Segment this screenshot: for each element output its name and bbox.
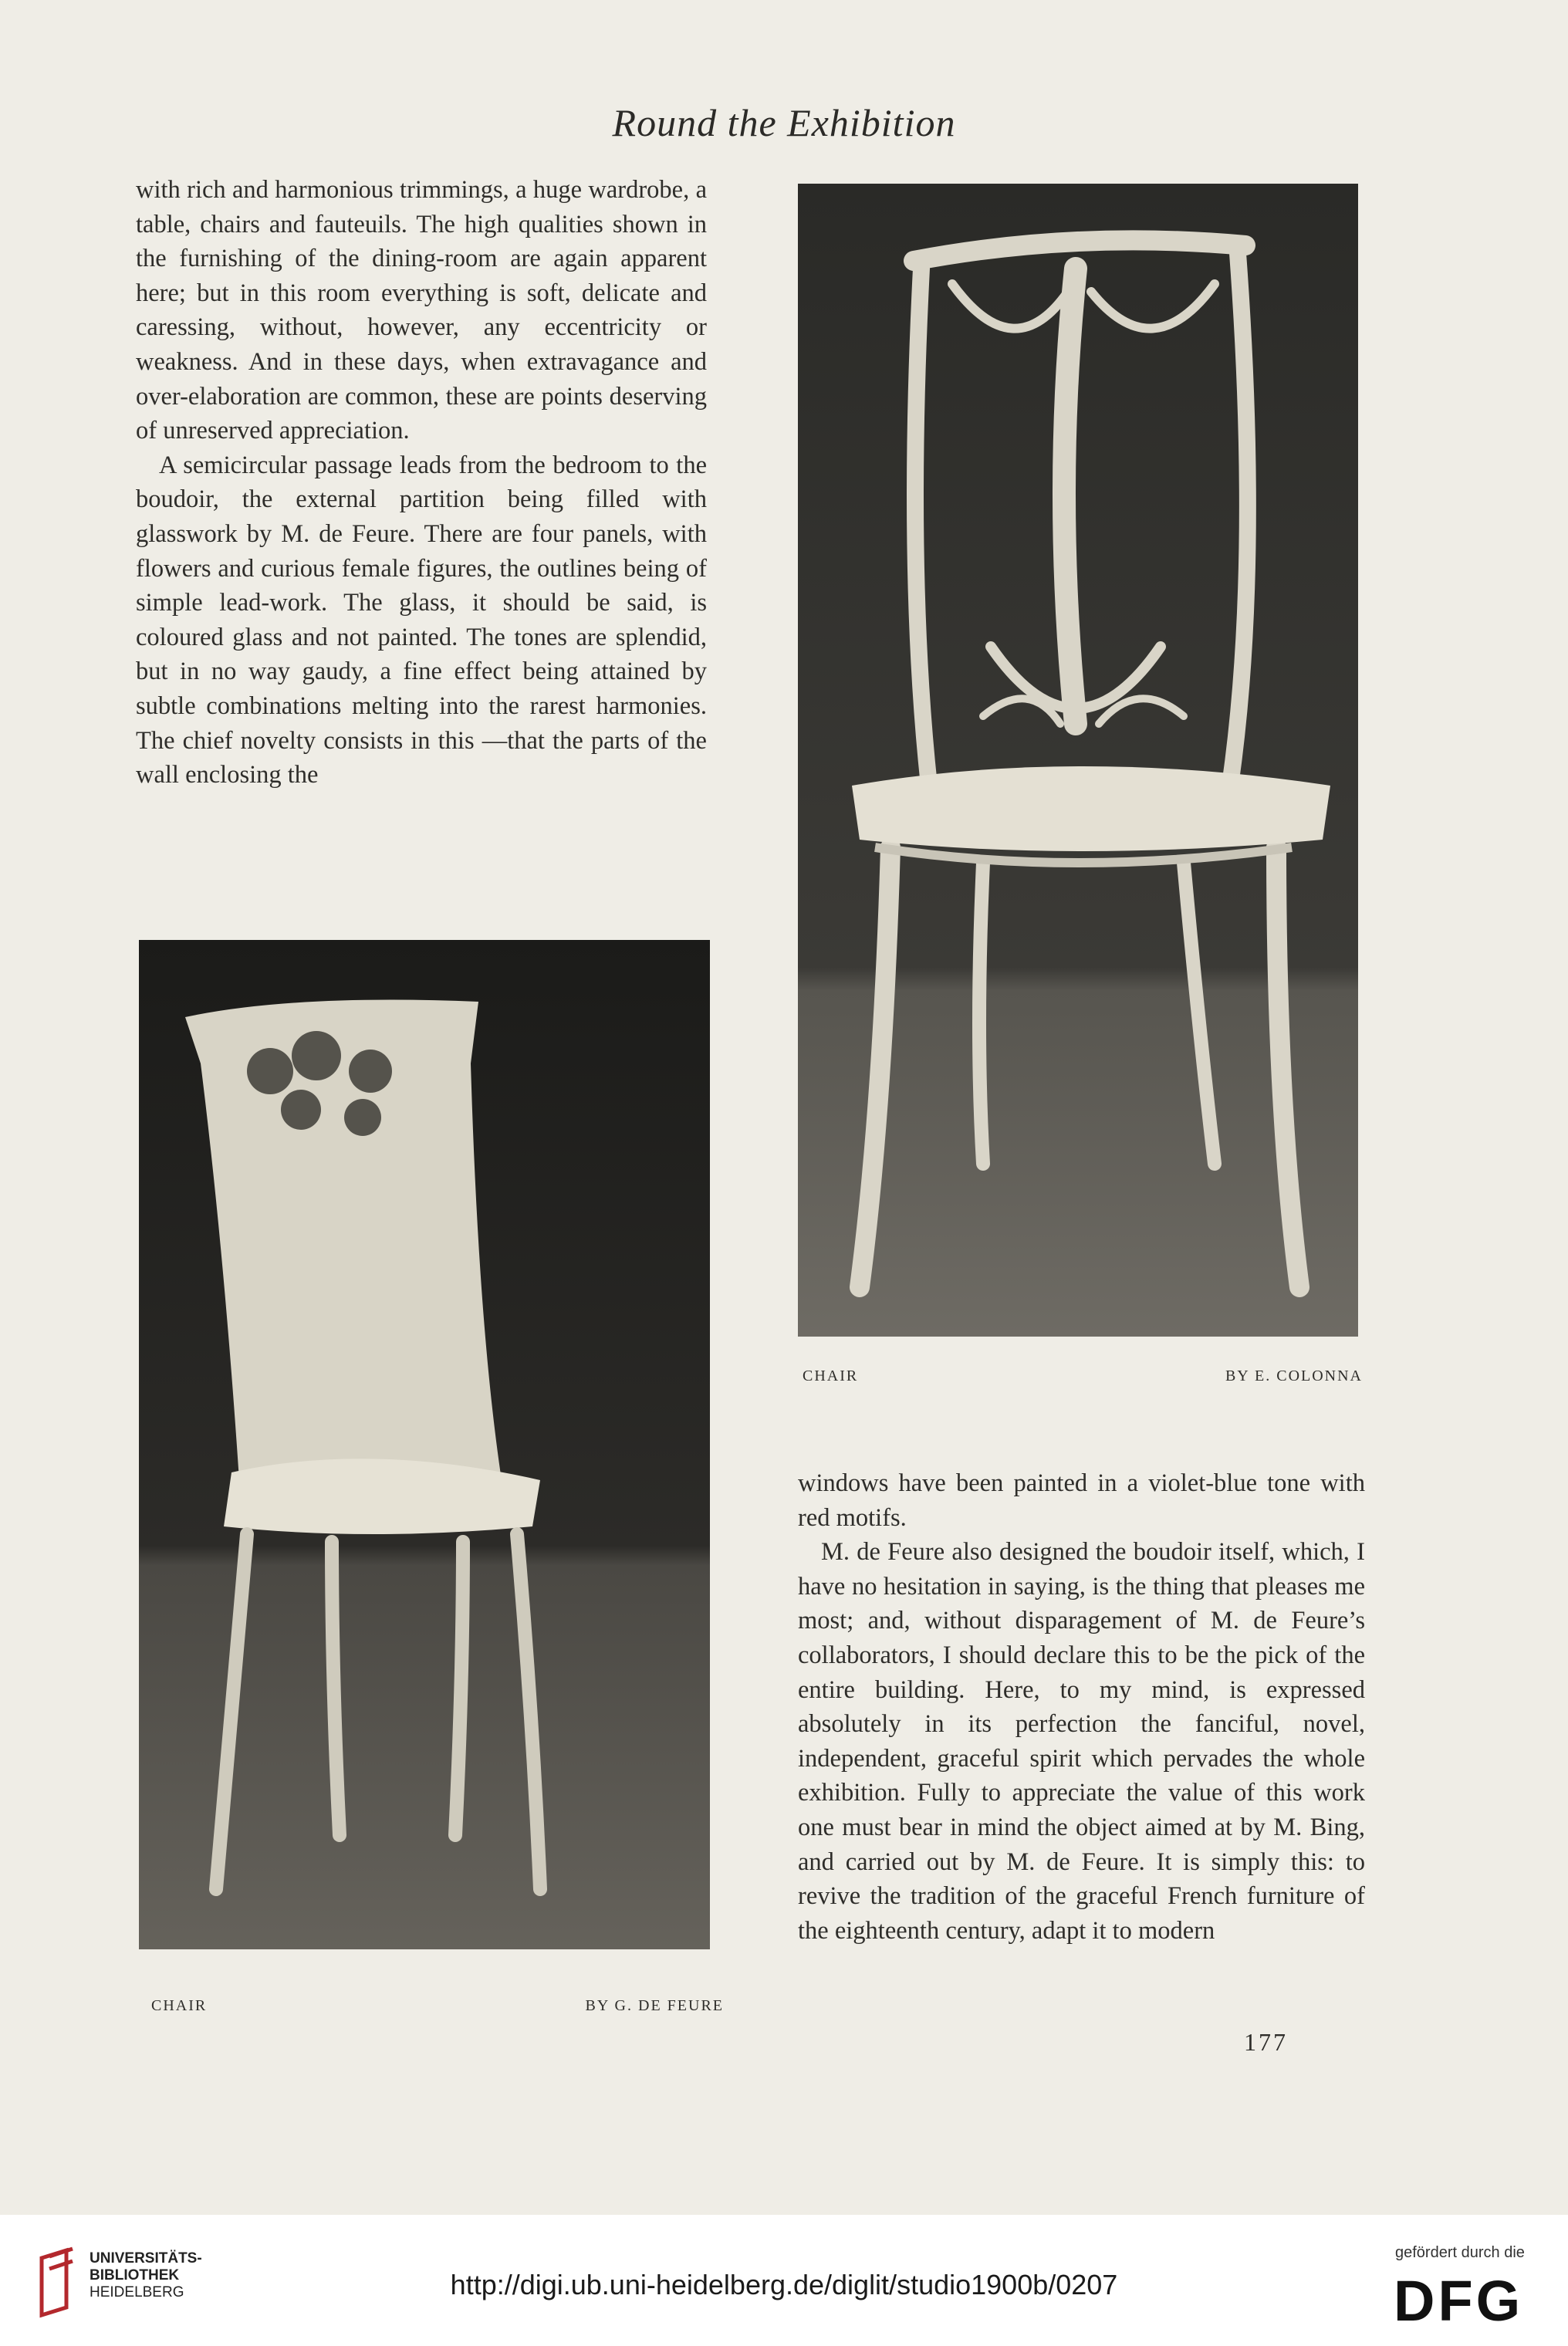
chair-illustration (139, 940, 710, 1949)
feure-chair-photo (139, 940, 710, 1949)
paragraph: M. de Feure also designed the boudoir itself, which, I have no hesitation in saying, is the thing that pleases me most; and, without disparagement of M. de Feure’s collaborators, I should declare this to be the pick of the entire building. Here, to my mind, is expressed absolutely in its perfection the fanciful, novel, independent, graceful spirit which pervades the whole exhibition. Fully to appreciate the value of this work one must bear in mind the object aimed at by M. Bing, and carried out by M. de Feure. It is simply this: to revive the tradition of the graceful French furniture of the eighteenth century, adapt it to modern (798, 1538, 1365, 1945)
library-name-line: HEIDELBERG (90, 2284, 184, 2300)
permalink-url[interactable]: http://digi.ub.uni-heidelberg.de/diglit/studio1900b/0207 (450, 2269, 1118, 2300)
colonna-caption-credit: BY E. COLONNA (1225, 1367, 1363, 1384)
library-name-line: BIBLIOTHEK (90, 2267, 180, 2283)
colonna-chair-photo (798, 184, 1358, 1337)
digitization-footer (0, 2215, 1568, 2346)
running-head: Round the Exhibition (612, 101, 956, 144)
colonna-caption-title: CHAIR (803, 1367, 859, 1384)
right-text-column (798, 1466, 1365, 1948)
paragraph: A semicircular passage leads from the bedroom to the boudoir, the external partition being filled with glasswork by M. de Feure. There are four panels, with flowers and curious female figures, the outlines being of simple lead-work. The glass, it should be said, is coloured glass and not painted. The tones are splendid, but in no way gaudy, a fine effect being attained by subtle combinations melting into the rarest harmonies. The chief novelty consists in this —that the parts of the wall enclosing the (136, 451, 707, 789)
dfg-logo: DFG (1394, 2269, 1524, 2333)
paragraph: windows have been painted in a violet-blue tone with red motifs. (798, 1469, 1365, 1532)
paragraph: with rich and harmonious trimmings, a huge wardrobe, a table, chairs and fauteuils. The high qualities shown in the furnishing of the dining-room are again apparent here; but in this room everything is soft, delicate and caressing, without, however, any eccentricity or weakness. And in these days, when extravagance and over-elaboration are common, these are points deserving of unreserved appreciation. (136, 176, 707, 445)
page-number: 177 (1244, 2028, 1288, 2056)
feure-caption-credit: BY G. DE FEURE (585, 1997, 724, 2014)
chair-illustration (798, 184, 1358, 1337)
left-text-column (136, 173, 707, 793)
feure-caption-title: CHAIR (151, 1997, 208, 2014)
library-name-line: UNIVERSITÄTS- (90, 2250, 202, 2267)
funding-note: gefördert durch die (1395, 2244, 1525, 2261)
